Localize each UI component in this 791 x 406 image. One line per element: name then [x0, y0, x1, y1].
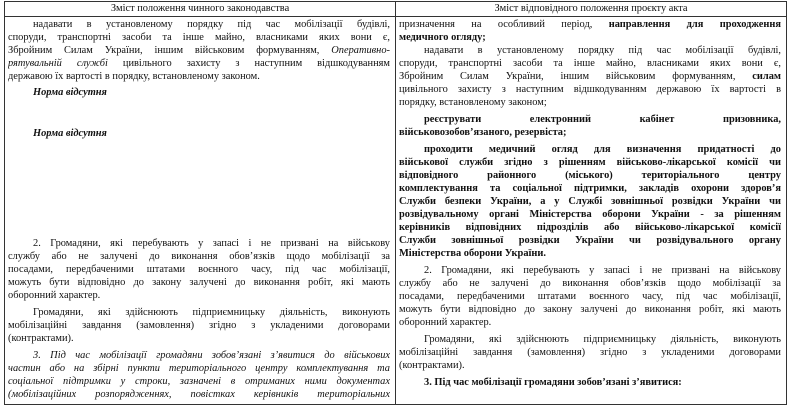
left-line-italic: Оперативно- — [331, 45, 390, 56]
right-line-text: призначення на особливий період, — [399, 19, 593, 30]
right-line-bold: 3. Під час мобілізації громадяни зобов’язані з’явитися: — [424, 377, 682, 388]
right-line: Громадяни, які здійснюють підприємницьку діяльність, виконують — [424, 334, 781, 345]
right-line-bold: керівників відповідних підрозділів або військово-лікарської комісії — [399, 222, 781, 233]
left-line: 2. Громадяни, які перебувають у запасі і не призвані на військову — [33, 238, 390, 249]
right-line: надавати в установленому порядку під час мобілізації будівлі, — [424, 45, 781, 56]
right-line: мобілізаційні завдання (замовлення) згідно з укладеними договорами — [399, 347, 781, 358]
right-line: споруди, транспортні засоби та інше майно, власниками яких вони є, — [399, 58, 781, 69]
left-norm-absent: Норма відсутня — [33, 128, 107, 139]
right-line: 2. Громадяни, які перебувають у запасі і не призвані на військову — [424, 265, 781, 276]
left-line-italic: соціальної підтримки у строки, зазначені в отриманих ними документах — [8, 376, 390, 387]
right-line-bold: Служби зовнішньої розвідки України чи розвідувального органу — [399, 235, 781, 246]
right-line-bold: військової служби згідно з рішенням військово-лікарської комісії чи — [399, 157, 781, 168]
left-line-italic: частин або на збірні пункти територіального центру комплектування та — [8, 363, 390, 374]
left-line: споруди, транспортні засоби та інше майно, власниками яких вони є, — [8, 32, 390, 43]
left-line — [8, 57, 390, 70]
right-line: посадами, передбаченими штатами воєнного часу, під час мобілізації, — [399, 291, 781, 302]
left-line: державою їх вартості в порядку, встановленому законом. — [8, 71, 260, 82]
right-line-bold: силам — [752, 71, 781, 82]
left-line: службу або не залучені до виконання обов’язків щодо мобілізації за — [8, 251, 390, 262]
right-line-bold: військовозобов’язаного, резервіста; — [399, 127, 567, 138]
right-line — [399, 18, 781, 31]
left-line-text: Збройним Силам України, іншим військовим формуванням, — [8, 45, 320, 56]
right-line: цивільного захисту з наступним відшкодуванням державою їх вартості в — [399, 84, 781, 95]
left-line: посадами, передбаченими штатами воєнного часу, під час мобілізації, — [8, 264, 390, 275]
right-line-bold: медичного огляду; — [399, 32, 486, 43]
left-line: (контрактами). — [8, 333, 74, 344]
column-divider — [395, 1, 396, 405]
left-line: можуть бути відповідно до закону залучені до виконання робіт, які мають — [8, 277, 390, 288]
right-line: оборонний характер. — [399, 317, 492, 328]
left-line: мобілізаційні завдання (замовлення) згідно з укладеними договорами — [8, 320, 390, 331]
right-line-bold: проходити медичний огляд для визначення придатності до — [424, 144, 781, 155]
left-line: оборонний характер. — [8, 290, 101, 301]
right-line: можуть бути відповідно до закону залучені до виконання робіт, які мають — [399, 304, 781, 315]
left-line-text: цивільного захисту з наступним відшкодуванням — [122, 58, 390, 69]
right-line-bold: відповідного районного (міського) територіального центру — [399, 170, 781, 181]
left-line-italic: (мобілізаційних розпорядженнях, повістках керівників територіальних — [8, 389, 390, 400]
left-line: Громадяни, які здійснюють підприємницьку діяльність, виконують — [33, 307, 390, 318]
right-line-text: Збройним Силам України, іншим військовим формуванням, — [399, 71, 736, 82]
left-line-italic: рятувальній службі — [8, 58, 108, 69]
left-line-italic: 3. Під час мобілізації громадяни зобов’язані з’явитися до військових — [33, 350, 390, 361]
right-line-bold: Міністерства оборони України. — [399, 248, 546, 259]
table-right-border — [786, 1, 787, 405]
left-norm-absent: Норма відсутня — [33, 87, 107, 98]
left-column-header: Зміст положення чинного законодавства — [110, 3, 290, 14]
right-line-bold: Служби безпеки України, а у Службі зовнішньої розвідки України чи — [399, 196, 781, 207]
right-column-header: Зміст відповідного положення проєкту акта — [494, 3, 688, 14]
right-line: (контрактами). — [399, 360, 465, 371]
right-line-bold: комплектування та соціальної підтримки, закладів охорони здоров’я — [399, 183, 781, 194]
right-line — [399, 70, 781, 83]
left-line — [8, 44, 390, 57]
right-line-bold: направлення для проходження — [608, 19, 781, 30]
left-line: надавати в установленому порядку під час мобілізації будівлі, — [33, 19, 390, 30]
right-line-bold: реєструвати електронний кабінет призовника, — [424, 114, 781, 125]
right-line: порядку, встановленому законом; — [399, 97, 547, 108]
right-line: службу або не залучені до виконання обов’язків щодо мобілізації за — [399, 278, 781, 289]
table-left-border — [4, 1, 5, 405]
right-line-bold: розвідувальному органі Міністерства оборони України - за рішенням — [399, 209, 781, 220]
